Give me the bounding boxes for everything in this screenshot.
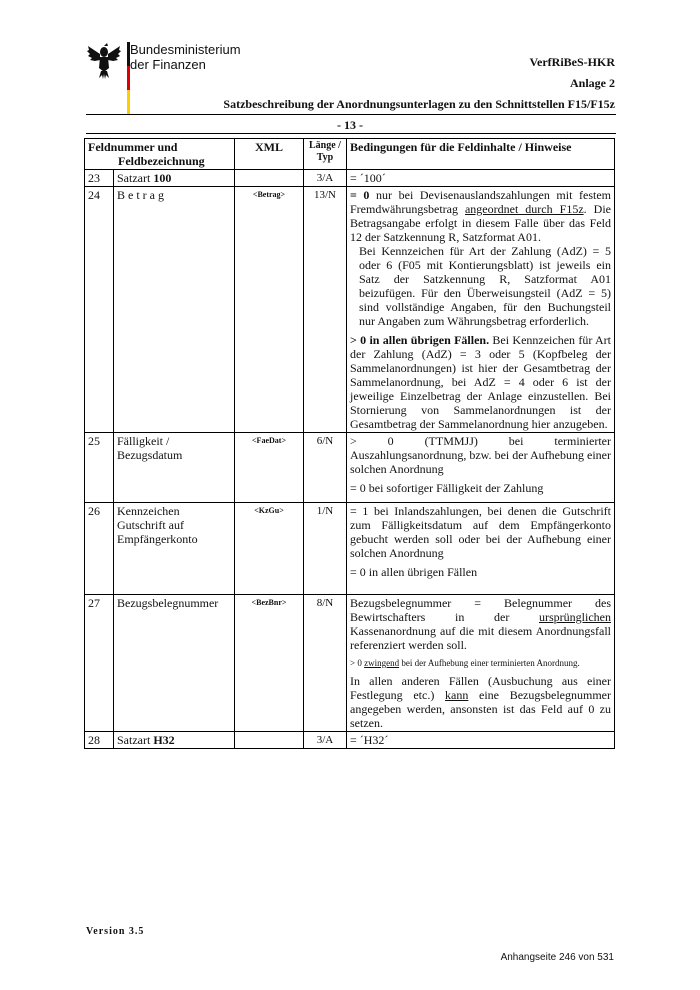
col-xml-header: XML — [235, 139, 304, 170]
field-conditions: > 0 (TTMMJJ) bei terminierter Auszahlungsanordnung, bzw. bei der Aufhebung einer solchen Anordnung = 0 bei sofortiger Fälligkeit der Zahlung — [347, 433, 615, 503]
field-conditions: = 1 bei Inlandszahlungen, bei denen die Gutschrift zum Fälligkeitsdatum auf dem Empfängerkonto gebucht werden soll oder bei der Aufhebung einer solchen Anordnung = 0 in allen übrigen Fällen — [347, 503, 615, 595]
ministry-logo — [86, 40, 241, 114]
field-name: Bezugsbelegnummer — [114, 595, 235, 732]
table-row: 28 Satzart H32 3/A = ´H32´ — [85, 732, 615, 749]
field-name: Kennzeichen Gutschrift auf Empfängerkonto — [114, 503, 235, 595]
field-name: Satzart 100 — [114, 170, 235, 187]
table-row: 27 Bezugsbelegnummer <BezBnr> 8/N Bezugsbelegnummer = Belegnummer des Bewirtschafters in der ursprünglichen Kassenanordnung auf die mit diesem Anordnungsfall referenziert werden soll. > 0 zwingend bei der Aufhebung einer terminierten Anordnung. In allen anderen Fällen (Ausbuchung aus einer Festlegung etc.) kann eine Bezugsbelegnummer angegeben werden, ansonsten ist das Feld auf 0 zu setzen. — [85, 595, 615, 732]
field-name: Fälligkeit / Bezugsdatum — [114, 433, 235, 503]
doc-title: Satzbeschreibung der Anordnungsunterlagen zu den Schnittstellen F15/F15z — [223, 97, 615, 111]
annex-label: Anlage 2 — [570, 76, 615, 90]
ministry-name: Bundesministerium der Finanzen — [130, 42, 241, 72]
header-rule — [86, 114, 616, 115]
table-row: 25 Fälligkeit / Bezugsdatum <FaeDat> 6/N > 0 (TTMMJJ) bei terminierter Auszahlungsanordnung, bzw. bei der Aufhebung einer solchen Anordnung = 0 bei sofortiger Fälligkeit der Zahlung — [85, 433, 615, 503]
page-reference: Anhangseite 246 von 531 — [500, 952, 614, 963]
col-field-header: Feldnummer und Feldbezeichnung — [85, 139, 235, 170]
federal-eagle-icon — [86, 40, 122, 80]
page-number: - 13 - — [337, 118, 363, 132]
field-name: Betrag — [114, 187, 235, 433]
doc-code: VerfRiBeS-HKR — [529, 55, 615, 69]
table-header-row — [85, 139, 615, 170]
table-row: 23 Satzart 100 3/A = ´100´ — [85, 170, 615, 187]
col-length-header: Länge / Typ — [304, 139, 347, 170]
field-conditions: = 0 nur bei Devisenauslandszahlungen mit festem Fremdwährungsbetrag angeordnet durch F15z. Die Betragsangabe erfolgt in diesem Falle über das Feld 12 der Satzkennung R, Satzformat A01. Bei Kennzeichen für Art der Zahlung (AdZ) = 5 oder 6 (F05 mit Kontierungsblatt) ist jeweils ein Satz der Satzkennung R, Satzformat A01 beizufügen. Für den Überweisungsteil (AdZ = 5) sind vollständige Angaben, für den Buchungsteil nur Angaben zum Währungsbetrag erforderlich. > 0 in allen übrigen Fällen. Bei Kennzeichen für Art der Zahlung (AdZ) = 3 oder 5 (Kopfbeleg der Sammelanordnungen) ist hier der Gesamtbetrag der Sammelanordnung, bei AdZ = 4 oder 6 ist der jeweilige Einzelbetrag der Anlage einzustellen. Bei Stornierung von Sammelanordnungen ist der Gesamtbetrag der Sammelanordnung hier anzugeben. — [347, 187, 615, 433]
field-spec-table — [84, 138, 615, 749]
version-label: Version 3.5 — [86, 926, 145, 937]
document-header — [223, 52, 615, 115]
table-row: 24 Betrag <Betrag> 13/N = 0 nur bei Devisenauslandszahlungen mit festem Fremdwährungsbetrag angeordnet durch F15z. Die Betragsangabe erfolgt in diesem Falle über das Feld 12 der Satzkennung R, Satzformat A01. Bei Kennzeichen für Art der Zahlung (AdZ) = 5 oder 6 (F05 mit Kontierungsblatt) ist jeweils ein Satz der Satzkennung R, Satzformat A01 beizufügen. Für den Überweisungsteil (AdZ = 5) sind vollständige Angaben, für den Buchungsteil nur Angaben zum Währungsbetrag erforderlich. > 0 in allen übrigen Fällen. Bei Kennzeichen für Art der Zahlung (AdZ) = 3 oder 5 (Kopfbeleg der Sammelanordnungen) ist hier der Gesamtbetrag der Sammelanordnung, bei AdZ = 4 oder 6 ist der jeweilige Einzelbetrag der Anlage einzustellen. Bei Stornierung von Sammelanordnungen ist der Gesamtbetrag der Sammelanordnung hier anzugeben. — [85, 187, 615, 433]
field-name: Satzart H32 — [114, 732, 235, 749]
col-conditions-header: Bedingungen für die Feldinhalte / Hinweise — [347, 139, 615, 170]
table-row: 26 Kennzeichen Gutschrift auf Empfängerkonto <KzGu> 1/N = 1 bei Inlandszahlungen, bei denen die Gutschrift zum Fälligkeitsdatum auf dem Empfängerkonto gebucht werden soll oder bei der Aufhebung einer solchen Anordnung = 0 in allen übrigen Fällen — [85, 503, 615, 595]
field-conditions: Bezugsbelegnummer = Belegnummer des Bewirtschafters in der ursprünglichen Kassenanordnung auf die mit diesem Anordnungsfall referenziert werden soll. > 0 zwingend bei der Aufhebung einer terminierten Anordnung. In allen anderen Fällen (Ausbuchung aus einer Festlegung etc.) kann eine Bezugsbelegnummer angegeben werden, ansonsten ist das Feld auf 0 zu setzen. — [347, 595, 615, 732]
header-rule-2 — [86, 133, 616, 134]
